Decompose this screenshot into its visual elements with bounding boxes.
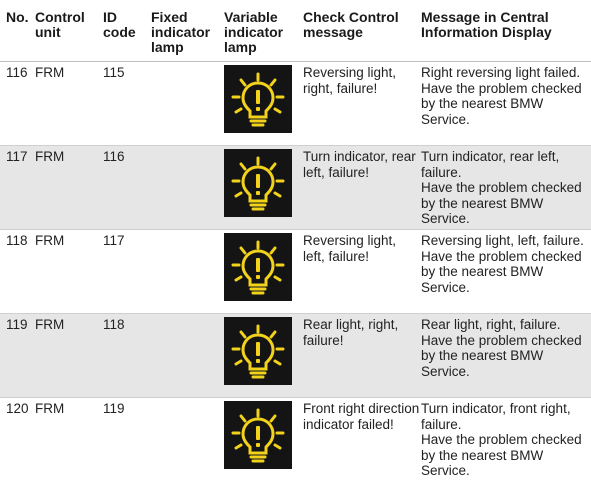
fixed-lamp-cell bbox=[151, 62, 224, 146]
bulb-warning-icon bbox=[224, 149, 292, 217]
header-fixed-lamp: Fixed indicator lamp bbox=[151, 9, 211, 55]
header-no: No. bbox=[6, 9, 29, 25]
bulb-warning-icon bbox=[224, 233, 292, 301]
table-header-row bbox=[0, 8, 591, 62]
control-unit: FRM bbox=[35, 317, 65, 332]
variable-lamp-cell bbox=[224, 314, 303, 398]
table-row bbox=[0, 398, 591, 482]
bulb-warning-icon bbox=[224, 317, 292, 385]
check-control-message: Front right direction indicator failed! bbox=[303, 401, 420, 432]
variable-lamp-cell bbox=[224, 62, 303, 146]
header-cid-message: Message in Central Information Display bbox=[421, 9, 552, 40]
cid-message bbox=[421, 146, 591, 230]
row-number: 120 bbox=[6, 401, 29, 416]
control-unit: FRM bbox=[35, 149, 65, 164]
cid-message bbox=[421, 230, 591, 314]
fixed-lamp-cell bbox=[151, 314, 224, 398]
fault-message-table bbox=[0, 8, 591, 482]
control-unit: FRM bbox=[35, 65, 65, 80]
row-number: 119 bbox=[6, 317, 28, 332]
cid-message bbox=[421, 398, 591, 482]
cid-message-line: Have the problem checked by the nearest BMW Service. bbox=[421, 80, 582, 127]
check-control-message: Reversing light, left, failure! bbox=[303, 233, 397, 264]
variable-lamp-cell bbox=[224, 230, 303, 314]
fixed-lamp-cell bbox=[151, 398, 224, 482]
cid-message-line: Rear light, right, failure. bbox=[421, 317, 561, 332]
id-code: 119 bbox=[103, 401, 125, 416]
cid-message-line: Turn indicator, rear left, failure. bbox=[421, 149, 560, 180]
bulb-warning-icon bbox=[224, 65, 292, 133]
cid-message bbox=[421, 62, 591, 146]
bulb-warning-icon bbox=[224, 401, 292, 469]
check-control-message: Rear light, right, failure! bbox=[303, 317, 399, 348]
id-code: 116 bbox=[103, 149, 125, 164]
header-variable-lamp: Variable indicator lamp bbox=[224, 9, 284, 55]
cid-message-line: Have the problem checked by the nearest BMW Service. bbox=[421, 332, 582, 379]
variable-lamp-cell bbox=[224, 398, 303, 482]
header-id-code: ID code bbox=[103, 9, 136, 40]
table-row bbox=[0, 62, 591, 146]
cid-message-line: Right reversing light failed. bbox=[421, 65, 581, 80]
id-code: 117 bbox=[103, 233, 125, 248]
cid-message-line: Have the problem checked by the nearest BMW Service. bbox=[421, 248, 582, 295]
cid-message bbox=[421, 314, 591, 398]
table-row bbox=[0, 146, 591, 230]
cid-message-line: Have the problem checked by the nearest BMW Service. bbox=[421, 180, 582, 226]
table-row bbox=[0, 314, 591, 398]
id-code: 118 bbox=[103, 317, 125, 332]
row-number: 118 bbox=[6, 233, 28, 248]
variable-lamp-cell bbox=[224, 146, 303, 230]
header-control-unit: Control unit bbox=[35, 9, 85, 40]
header-check-control: Check Control message bbox=[303, 9, 399, 40]
cid-message-line: Reversing light, left, failure. bbox=[421, 233, 584, 248]
control-unit: FRM bbox=[35, 233, 65, 248]
fixed-lamp-cell bbox=[151, 230, 224, 314]
row-number: 116 bbox=[6, 65, 28, 80]
id-code: 115 bbox=[103, 65, 125, 80]
control-unit: FRM bbox=[35, 401, 65, 416]
check-control-message: Reversing light, right, failure! bbox=[303, 65, 397, 96]
table-row bbox=[0, 230, 591, 314]
cid-message-line: Have the problem checked by the nearest BMW Service. bbox=[421, 432, 582, 478]
check-control-message: Turn indicator, rear left, failure! bbox=[303, 149, 416, 180]
cid-message-line: Turn indicator, front right, failure. bbox=[421, 401, 571, 432]
fixed-lamp-cell bbox=[151, 146, 224, 230]
row-number: 117 bbox=[6, 149, 28, 164]
